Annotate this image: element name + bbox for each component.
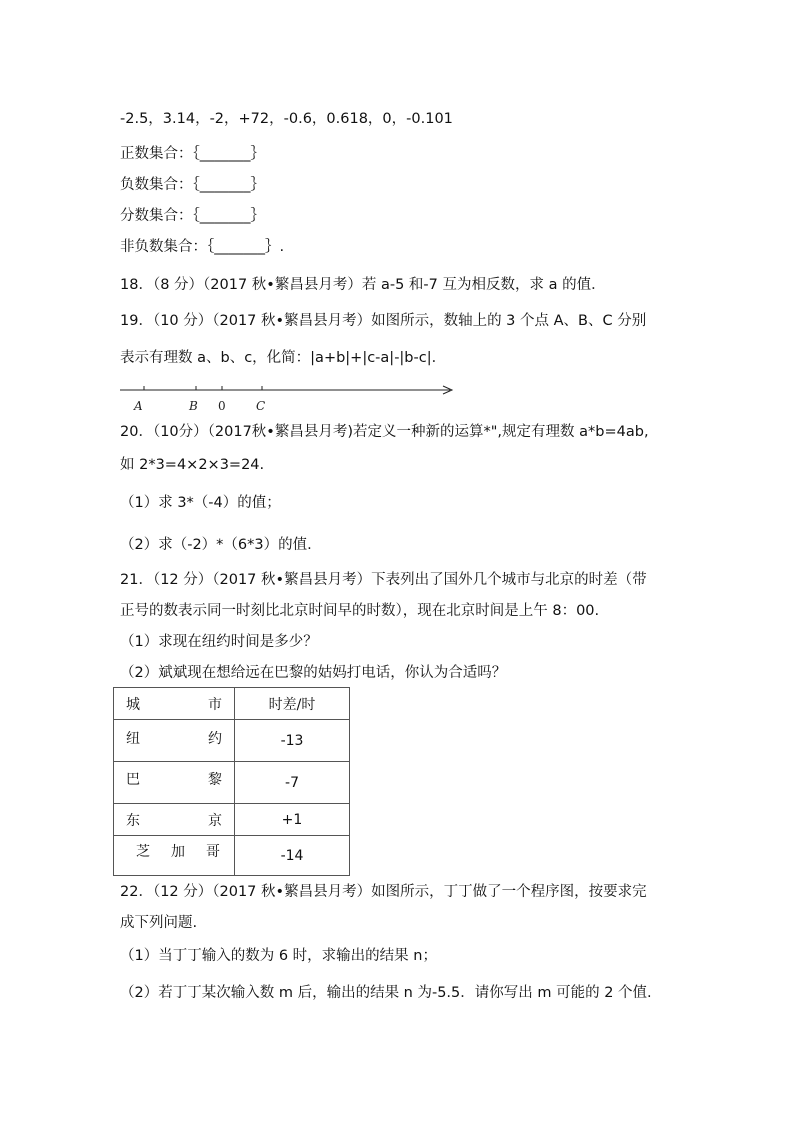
- nonnegative-set-line: 非负数集合：｛_______｝.: [120, 239, 285, 255]
- time-difference-table: [113, 687, 350, 876]
- number-list: -2.5，3.14，-2，+72，-0.6，0.618，0，-0.101: [120, 111, 453, 127]
- table-header-row: [114, 688, 350, 720]
- table-row: 芝 加 哥 -14: [114, 836, 350, 876]
- header-diff-cell: 时差/时: [235, 688, 350, 720]
- question-21-line1: 21．（12 分）（2017 秋•繁昌县月考）下表列出了国外几个城市与北京的时差（带: [120, 572, 647, 588]
- table-row: 巴 黎 -7: [114, 762, 350, 804]
- header-city-cell: 城 市: [114, 688, 235, 720]
- question-20-sub1: （1）求 3*（-4）的值；: [120, 495, 281, 511]
- label-c: C: [256, 399, 266, 413]
- question-22-sub1: （1）当丁丁输入的数为 6 时，求输出的结果 n；: [120, 948, 437, 964]
- table-row: 东 京 +1: [114, 804, 350, 836]
- question-21-sub2: （2）斌斌现在想给远在巴黎的姑妈打电话，你认为合适吗？: [120, 665, 507, 681]
- question-22-sub2: （2）若丁丁某次输入数 m 后，输出的结果 n 为-5.5．请你写出 m 可能的 2 个值.: [120, 985, 652, 1001]
- label-b: B: [189, 399, 198, 413]
- question-20-sub2: （2）求（-2）*（6*3）的值.: [120, 537, 312, 553]
- fraction-set-line: 分数集合：｛_______｝: [120, 208, 265, 224]
- question-22-line1: 22．（12 分）（2017 秋•繁昌县月考）如图所示，丁丁做了一个程序图，按要求完: [120, 884, 647, 900]
- question-18: 18．（8 分）（2017 秋•繁昌县月考）若 a-5 和-7 互为相反数，求 a 的值．: [120, 277, 606, 293]
- positive-set-line: 正数集合：｛_______｝: [120, 146, 265, 162]
- number-line-figure: [118, 380, 458, 416]
- question-19-line1: 19．（10 分）（2017 秋•繁昌县月考）如图所示，数轴上的 3 个点 A、B、C 分别: [120, 313, 647, 329]
- question-19-line2: 表示有理数 a、b、c，化简：|a+b|+|c-a|-|b-c|．: [120, 350, 447, 366]
- label-zero: 0: [218, 399, 226, 413]
- label-a: A: [134, 399, 143, 413]
- question-21-line2: 正号的数表示同一时刻比北京时间早的时数），现在北京时间是上午 8：00.: [120, 603, 600, 619]
- question-20-line2: 如 2*3=4×2×3=24.: [120, 457, 265, 473]
- table-row: 纽 约 -13: [114, 720, 350, 762]
- negative-set-line: 负数集合：｛_______｝: [120, 177, 265, 193]
- question-21-sub1: （1）求现在纽约时间是多少？: [120, 634, 318, 650]
- question-20-line1: 20．（10分）（2017秋•繁昌县月考)若定义一种新的运算*",规定有理数 a*b=4ab,: [120, 424, 649, 440]
- question-22-line2: 成下列问题.: [120, 915, 198, 931]
